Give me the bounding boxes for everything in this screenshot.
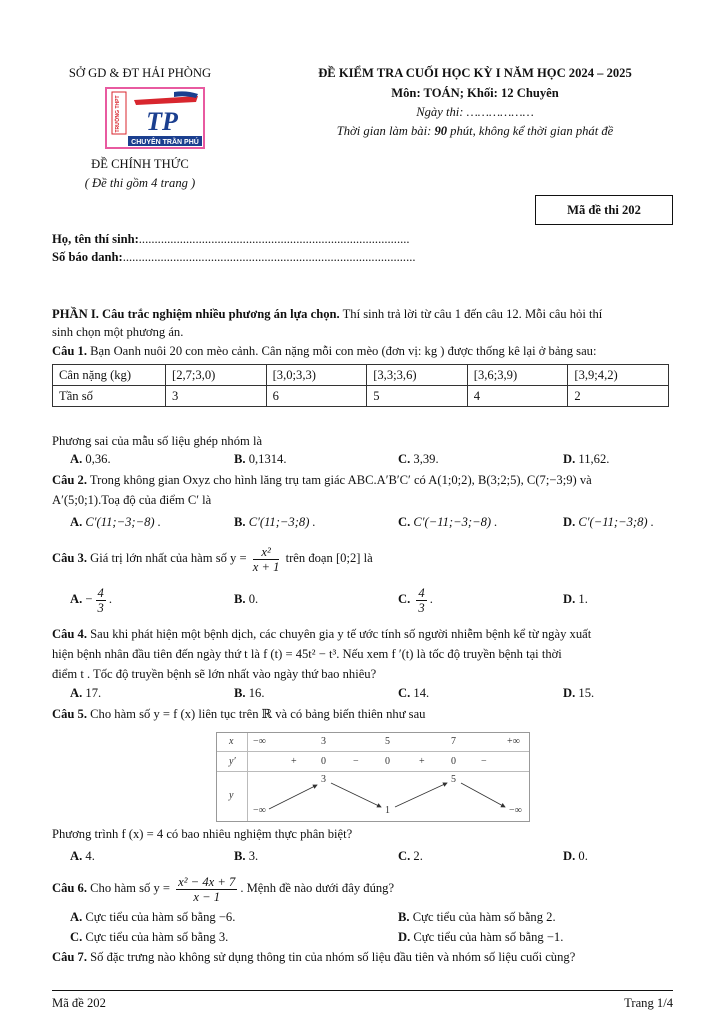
question-2 <box>52 472 673 489</box>
question-1 <box>52 343 673 360</box>
variation-table <box>216 732 530 822</box>
q1-text: Bạn Oanh nuôi 20 con mèo cảnh. Cân nặng mỗi con mèo (đơn vị: kg ) được thống kê lại ở bảng sau: <box>87 344 597 358</box>
svg-text:TP: TP <box>146 107 178 136</box>
option-text: 0,36. <box>85 452 111 466</box>
bbt-arrows <box>217 771 529 821</box>
fraction-denominator: x + 1 <box>252 559 280 574</box>
q3-label: Câu 3. <box>52 551 87 565</box>
option-letter: D. <box>563 515 576 529</box>
option-letter: B. <box>234 686 246 700</box>
q3-option-d[interactable] <box>563 592 588 607</box>
table-row <box>53 365 669 386</box>
part1-desc-2: sinh chọn một phương án. <box>52 325 184 339</box>
option-text: C′(−11;−3;8) . <box>578 515 654 529</box>
option-letter: A. <box>70 452 83 466</box>
option-letter: D. <box>563 686 576 700</box>
q5-option-d[interactable] <box>563 849 588 864</box>
q1-option-d[interactable] <box>563 452 609 467</box>
fraction-denominator: x − 1 <box>193 889 221 904</box>
part1-desc: Thí sinh trả lời từ câu 1 đến câu 12. Mỗi câu hỏi thí <box>339 307 603 321</box>
candidate-id-label: Số báo danh: <box>52 250 123 264</box>
bbt-y-value: 5 <box>451 774 456 785</box>
option-text: 4. <box>85 849 95 863</box>
question-5 <box>52 706 673 723</box>
option-text: 15. <box>578 686 595 700</box>
option-text: C′(−11;−3;−8) . <box>413 515 498 529</box>
candidate-name <box>52 231 673 248</box>
option-letter: A. <box>70 849 83 863</box>
fraction-numerator: 4 <box>418 585 425 600</box>
q3-option-c[interactable]: C. $\frac{4}{3}$ . <box>398 585 433 615</box>
q6-label: Câu 6. <box>52 881 87 895</box>
q2-text-2: A′(5;0;1).Toạ độ của điểm C′ là <box>52 493 212 507</box>
fraction-numerator: x² <box>253 545 280 560</box>
pages-note: ( Đề thi gồm 4 trang ) <box>84 176 196 190</box>
q1-label: Câu 1. <box>52 344 87 358</box>
option-letter: D. <box>398 930 411 944</box>
table-cell: Tần số <box>53 386 166 407</box>
bbt-yp-zero: 0 <box>385 756 390 767</box>
option-text: 1. <box>578 592 588 606</box>
fraction-numerator: x² − 4x + 7 <box>178 874 236 889</box>
option-text: 3,39. <box>413 452 439 466</box>
q5-text: Cho hàm số y = f (x) liên tục trên ℝ và có bảng biến thiên như sau <box>87 707 426 721</box>
option-fraction <box>96 586 106 615</box>
q3-text-a: Giá trị lớn nhất của hàm số y = <box>87 551 247 565</box>
option-text: 0,1314. <box>248 452 287 466</box>
q5-label: Câu 5. <box>52 707 87 721</box>
q4-option-c[interactable] <box>398 686 429 701</box>
exam-code-box: Mã đề thi 202 <box>535 195 673 225</box>
q5-prompt: Phương trình f (x) = 4 có bao nhiêu nghiệm thực phân biệt? <box>52 827 353 841</box>
option-letter: B. <box>234 592 246 606</box>
table-cell: [3,3;3,6) <box>367 365 468 386</box>
option-text: Cực tiểu của hàm số bằng 3. <box>85 930 229 944</box>
q6-fraction <box>176 875 237 904</box>
candidate-name-dots: ...................................................................................... <box>138 232 410 246</box>
q3-option-a[interactable]: A. − $\frac{4}{3}$ . <box>70 585 112 615</box>
option-letter: D. <box>563 592 576 606</box>
q4-option-b[interactable] <box>234 686 264 701</box>
q7-text: Số đặc trưng nào không sử dụng thông tin của nhóm số liệu đầu tiên và nhóm số liệu cuối cùng? <box>87 950 576 964</box>
option-text: 11,62. <box>578 452 610 466</box>
q3-text-b: trên đoạn [0;2] là <box>285 551 373 565</box>
table-cell: 5 <box>367 386 468 407</box>
school-logo <box>104 86 206 150</box>
subject-line: Môn: TOÁN; Khối: 12 Chuyên <box>391 86 559 100</box>
candidate-name-label: Họ, tên thí sinh: <box>52 232 139 246</box>
q1-option-a[interactable] <box>70 452 111 467</box>
option-letter: C. <box>398 592 411 606</box>
option-letter: A. <box>70 910 83 924</box>
bbt-yp-sign: + <box>419 756 425 767</box>
table-cell: [3,9;4,2) <box>568 365 669 386</box>
option-letter: C. <box>398 849 411 863</box>
part1-heading <box>52 306 673 323</box>
q1-option-b[interactable] <box>234 452 287 467</box>
q4-text: Sau khi phát hiện một bệnh dịch, các chuyên gia y tế ước tính số người nhiễm bệnh kể từ ngày xuất <box>87 627 592 641</box>
q4-text-2: hiện bệnh nhân đầu tiên đến ngày thứ t là f (t) = 45t² − t³. Nếu xem f ′(t) là tốc độ truyền bệnh tại thời <box>52 647 562 661</box>
q4-option-a[interactable] <box>70 686 101 701</box>
table-cell: 3 <box>166 386 267 407</box>
table-cell: 2 <box>568 386 669 407</box>
bbt-x-value: 3 <box>321 736 326 747</box>
q5-option-b[interactable] <box>234 849 258 864</box>
candidate-id <box>52 249 673 266</box>
option-letter: A. <box>70 515 83 529</box>
q5-option-c[interactable] <box>398 849 423 864</box>
fraction-denominator: 3 <box>418 600 425 615</box>
option-text: 14. <box>413 686 430 700</box>
exam-date: Ngày thi: ……………… <box>416 105 534 119</box>
q3-option-b[interactable] <box>234 592 258 607</box>
option-text: C′(11;−3;−8) . <box>85 515 161 529</box>
option-letter: C. <box>398 452 411 466</box>
option-fraction <box>416 586 426 615</box>
option-text: 17. <box>85 686 102 700</box>
bbt-y-label: y <box>229 790 234 801</box>
option-letter: B. <box>234 452 246 466</box>
table-cell: 6 <box>266 386 367 407</box>
table-cell: 4 <box>467 386 568 407</box>
q4-label: Câu 4. <box>52 627 87 641</box>
q1-prompt: Phương sai của mẫu số liệu ghép nhóm là <box>52 434 263 448</box>
department: SỞ GD & ĐT HẢI PHÒNG <box>68 66 212 80</box>
q6-text-b: . Mệnh đề nào dưới đây đúng? <box>240 881 395 895</box>
q7-label: Câu 7. <box>52 950 87 964</box>
option-letter: B. <box>234 515 246 529</box>
bbt-y-value: 1 <box>385 805 390 816</box>
bbt-yp-sign: + <box>291 756 297 767</box>
option-letter: A. <box>70 686 83 700</box>
option-letter: A. <box>70 592 83 606</box>
q4-option-d[interactable] <box>563 686 594 701</box>
weight-frequency-table <box>52 364 669 407</box>
exam-title: ĐỀ KIỂM TRA CUỐI HỌC KỲ I NĂM HỌC 2024 – 2025 <box>318 66 632 80</box>
option-text: 2. <box>413 849 423 863</box>
q2-option-b[interactable] <box>234 515 316 530</box>
bbt-x-value: −∞ <box>253 736 266 747</box>
fraction-denominator: 3 <box>97 600 104 615</box>
bbt-y-value: −∞ <box>253 805 266 816</box>
bbt-x-value: +∞ <box>507 736 520 747</box>
candidate-id-dots: ............................................................................................. <box>122 250 416 264</box>
option-letter: D. <box>563 452 576 466</box>
bbt-y-value: 3 <box>321 774 326 785</box>
q6-text-a: Cho hàm số y = <box>87 881 171 895</box>
q2-label: Câu 2. <box>52 473 87 487</box>
bbt-yp-sign: − <box>481 756 487 767</box>
q2-option-a[interactable] <box>70 515 161 530</box>
bbt-yp-zero: 0 <box>321 756 326 767</box>
question-4 <box>52 626 673 643</box>
svg-text:TRƯỜNG THPT: TRƯỜNG THPT <box>115 95 121 133</box>
footer-page-number: Trang 1/4 <box>624 996 673 1010</box>
option-letter: C. <box>398 686 411 700</box>
option-letter: C. <box>398 515 411 529</box>
table-cell: Cân nặng (kg) <box>53 365 166 386</box>
q6-option-b[interactable] <box>398 910 556 925</box>
bbt-yp-zero: 0 <box>451 756 456 767</box>
footer-divider <box>52 990 673 991</box>
option-text: Cực tiểu của hàm số bằng −6. <box>85 910 236 924</box>
q3-fraction <box>253 545 280 574</box>
table-cell: [3,6;3,9) <box>467 365 568 386</box>
option-text: 0. <box>248 592 259 606</box>
bbt-x-value: 5 <box>385 736 390 747</box>
time-prefix: Thời gian làm bài: <box>336 124 435 138</box>
option-sign: − <box>85 592 93 606</box>
official-label: ĐỀ CHÍNH THỨC <box>91 157 189 171</box>
option-letter: C. <box>70 930 83 944</box>
bbt-x-value: 7 <box>451 736 456 747</box>
option-text: 3. <box>248 849 259 863</box>
table-row <box>53 386 669 407</box>
option-letter: D. <box>563 849 576 863</box>
q2-text: Trong không gian Oxyz cho hình lăng trụ tam giác ABC.A′B′C′ có A(1;0;2), B(3;2;5), C(7;−3;9) và <box>87 473 592 487</box>
option-text: 16. <box>248 686 265 700</box>
footer-exam-code: Mã đề 202 <box>52 996 106 1010</box>
table-cell: [2,7;3,0) <box>166 365 267 386</box>
question-6 <box>52 872 673 904</box>
bbt-yp-sign: − <box>353 756 359 767</box>
q6-option-c[interactable] <box>70 930 228 945</box>
bbt-y-value: −∞ <box>509 805 522 816</box>
option-letter: B. <box>234 849 246 863</box>
option-text: Cực tiểu của hàm số bằng −1. <box>413 930 564 944</box>
q2-option-d[interactable] <box>563 515 654 530</box>
option-text: 0. <box>578 849 588 863</box>
q1-option-c[interactable] <box>398 452 439 467</box>
bbt-x-label: x <box>229 736 234 747</box>
time-suffix: phút, không kể thời gian phát đề <box>447 124 614 138</box>
question-7 <box>52 949 673 966</box>
q4-text-3: điểm t . Tốc độ truyền bệnh sẽ lớn nhất vào ngày thứ bao nhiêu? <box>52 667 377 681</box>
fraction-numerator: 4 <box>97 585 104 600</box>
q6-option-d[interactable] <box>398 930 563 945</box>
time-value: 90 <box>434 124 448 138</box>
option-text: C′(11;−3;8) . <box>248 515 316 529</box>
option-letter: B. <box>398 910 410 924</box>
q6-option-a[interactable] <box>70 910 235 925</box>
q2-option-c[interactable] <box>398 515 497 530</box>
part1-title: PHẦN I. Câu trắc nghiệm nhiều phương án lựa chọn. <box>52 307 340 321</box>
exam-time <box>270 124 680 139</box>
table-cell: [3,0;3,3) <box>266 365 367 386</box>
svg-text:CHUYÊN TRẦN PHÚ: CHUYÊN TRẦN PHÚ <box>131 139 199 146</box>
q5-option-a[interactable] <box>70 849 95 864</box>
question-3 <box>52 543 673 574</box>
option-text: Cực tiểu của hàm số bằng 2. <box>412 910 556 924</box>
bbt-yp-label: y′ <box>229 756 236 767</box>
